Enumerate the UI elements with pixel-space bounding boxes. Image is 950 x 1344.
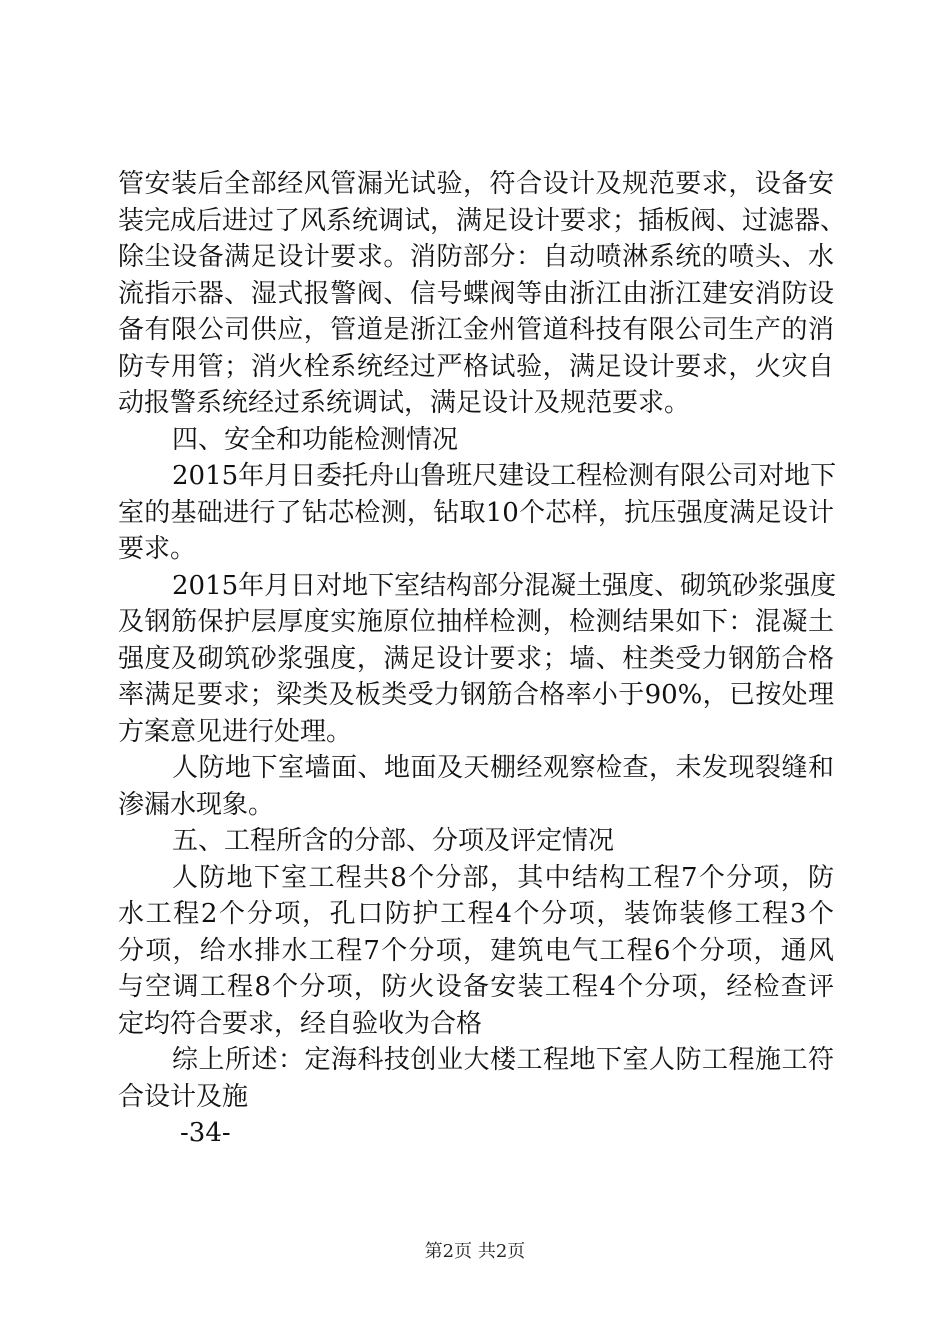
text-line: 人防地下室工程共8个分部，其中结构工程7个分项，防	[172, 862, 834, 893]
text-line: 水工程2个分项，孔口防护工程4个分项，装饰装修工程3个	[118, 899, 834, 929]
text-line: 2015年月日委托舟山鲁班尺建设工程检测有限公司对地下	[172, 461, 837, 491]
text-line: 人防地下室墙面、地面及天棚经观察检查，未发现裂缝和	[172, 753, 834, 783]
page-footer: 第2页 共2页	[424, 1241, 526, 1262]
text-line: 分项，给水排水工程7个分项，建筑电气工程6个分项，通风	[118, 935, 834, 966]
section-heading: 五、工程所含的分部、分项及评定情况	[172, 826, 615, 856]
text-line: 要求。	[118, 534, 197, 564]
text-line: 动报警系统经过系统调试，满足设计及规范要求。	[118, 388, 691, 418]
text-line: 及钢筋保护层厚度实施原位抽样检测，检测结果如下：混凝土	[118, 607, 834, 637]
text-line: 2015年月日对地下室结构部分混凝土强度、砌筑砂浆强度	[172, 570, 837, 601]
text-line: 方案意见进行处理。	[118, 716, 353, 747]
text-line: 室的基础进行了钻芯检测，钻取10个芯样，抗压强度满足设计	[118, 497, 834, 528]
text-line: 与空调工程8个分项，防火设备安装工程4个分项，经检查评	[118, 972, 834, 1002]
text-line: 渗漏水现象。	[118, 789, 275, 820]
text-line: 防专用管；消火栓系统经过严格试验，满足设计要求，火灾自	[118, 351, 834, 382]
text-line: 强度及砌筑砂浆强度，满足设计要求；墙、柱类受力钢筋合格	[118, 643, 834, 674]
section-heading: 四、安全和功能检测情况	[172, 424, 459, 455]
text-line: 除尘设备满足设计要求。消防部分：自动喷淋系统的喷头、水	[118, 242, 834, 272]
text-line: 装完成后进过了风系统调试，满足设计要求；插板阀、过滤器、	[118, 205, 847, 236]
text-line: 综上所述：定海科技创业大楼工程地下室人防工程施工符	[172, 1045, 834, 1075]
text-line: 流指示器、湿式报警阀、信号蝶阀等由浙江由浙江建安消防设	[118, 278, 834, 309]
text-line: 率满足要求；梁类及板类受力钢筋合格率小于90%，已按处理	[118, 680, 834, 710]
text-line: 定均符合要求，经自验收为合格	[118, 1008, 483, 1039]
document-body	[118, 166, 847, 1152]
text-line: 合设计及施	[118, 1081, 249, 1112]
text-line: 管安装后全部经风管漏光试验，符合设计及规范要求，设备安	[118, 169, 834, 199]
text-line: 备有限公司供应，管道是浙江金州管道科技有限公司生产的消	[118, 315, 834, 345]
inline-page-number: -34-	[180, 1118, 231, 1148]
